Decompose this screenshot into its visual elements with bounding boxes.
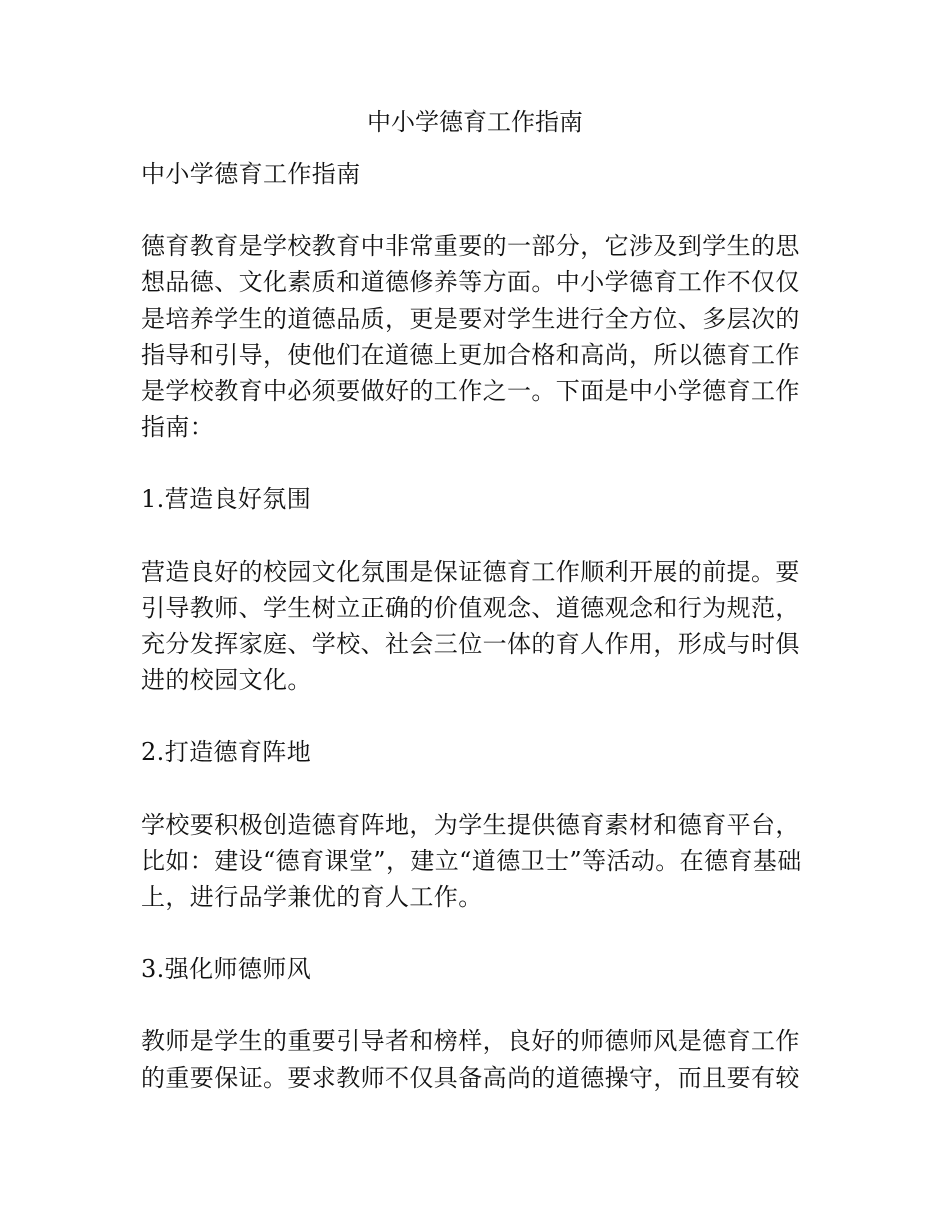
section-heading-1: 1.营造良好氛围	[141, 485, 312, 514]
section-body-3: 教师是学生的重要引导者和榜样，良好的师德师风是德育工作的重要保证。要求教师不仅具备高尚的道德操守，而且要有较	[141, 1027, 800, 1092]
section-body-1: 营造良好的校园文化氛围是保证德育工作顺利开展的前提。要引导教师、学生树立正确的价值观念、道德观念和行为规范，充分发挥家庭、学校、社会三位一体的育人作用，形成与时俱进的校园文化。	[141, 557, 800, 695]
document-title: 中小学德育工作指南	[367, 108, 583, 136]
section-heading-3: 3.强化师德师风	[141, 955, 312, 984]
intro-paragraph: 德育教育是学校教育中非常重要的一部分，它涉及到学生的思想品德、文化素质和道德修养等方面。中小学德育工作不仅仅是培养学生的道德品质，更是要对学生进行全方位、多层次的指导和引导，使他们在道德上更加合格和高尚，所以德育工作是学校教育中必须要做好的工作之一。下面是中小学德育工作指南：	[141, 232, 800, 442]
document-body	[141, 156, 813, 1132]
document-subtitle: 中小学德育工作指南	[141, 160, 361, 188]
section-heading-2: 2.打造德育阵地	[141, 738, 312, 767]
section-body-2: 学校要积极创造德育阵地，为学生提供德育素材和德育平台，比如：建设“德育课堂”，建立“道德卫士”等活动。在德育基础上，进行品学兼优的育人工作。	[141, 810, 802, 912]
